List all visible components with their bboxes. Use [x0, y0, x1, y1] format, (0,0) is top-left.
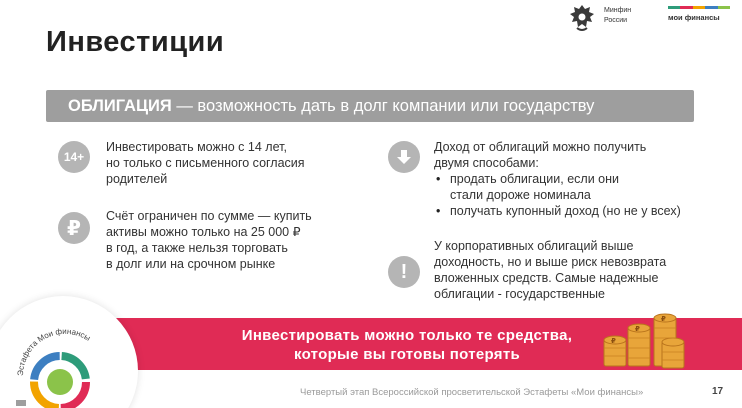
definition-banner: [46, 90, 694, 122]
page-number: 17: [712, 386, 724, 397]
arrow-down-glyph: [396, 149, 412, 165]
bullet-1-line-1: продать облигации, если они: [450, 172, 620, 186]
income-item: [388, 141, 681, 219]
banner-term: ОБЛИГАЦИЯ: [68, 96, 172, 115]
moi-finansy-logo: [668, 6, 730, 26]
age-badge-text: 14+: [63, 150, 85, 164]
coin-stack-icon: [598, 298, 690, 372]
minfin-line2: России: [604, 17, 628, 24]
limit-line-3: в год, а также нельзя торговать: [106, 241, 288, 255]
age-line-3: родителей: [106, 172, 168, 186]
warning-bar-text: [192, 326, 622, 364]
income-line-1: Доход от облигаций можно получить: [434, 140, 647, 154]
risk-text: [434, 238, 666, 302]
coin-symbol-3: ₽: [661, 315, 666, 323]
risk-item: [388, 239, 667, 302]
stripe-2: [680, 6, 692, 9]
income-line-2: двумя способами:: [434, 156, 539, 170]
footer-text: Четвертый этап Всероссийской просветительской Эстафеты «Мои финансы»: [300, 387, 644, 398]
limit-text: [106, 208, 312, 272]
minfin-line1: Минфин: [604, 7, 632, 14]
age-line-2: но только с письменного согласия: [106, 156, 305, 170]
ruble-glyph: ₽: [67, 217, 81, 240]
bullet-2-line-1: получать купонный доход (но не у всех): [450, 204, 681, 218]
stripe-4: [705, 6, 717, 9]
stripe-3: [693, 6, 705, 9]
age-item: [58, 141, 305, 187]
risk-line-2: доходность, но и выше риск невозврата: [434, 255, 667, 269]
exclamation-glyph: !: [400, 260, 408, 283]
bullet-1-line-2: стали дороже номинала: [450, 188, 591, 202]
page-title: Инвестиции: [46, 26, 225, 58]
coin-symbol-2: ₽: [635, 325, 640, 333]
list-item: [434, 171, 681, 203]
relay-logo: [0, 296, 138, 408]
relay-caption: Эстафета Мои финансы: [15, 326, 93, 377]
stripe-5: [718, 6, 730, 9]
moi-finansy-text: мои финансы: [668, 13, 720, 22]
moi-stripes: [668, 6, 730, 9]
age-text: [106, 139, 305, 187]
arrow-down-icon: [388, 141, 420, 173]
ruble-icon: [58, 212, 90, 244]
exclamation-icon: [388, 256, 420, 288]
banner-definition: — возможность дать в долг компании или государству: [171, 96, 595, 115]
list-item: [434, 203, 681, 219]
limit-line-4: в долг или на срочном рынке: [106, 257, 276, 271]
stripe-1: [668, 6, 680, 9]
warning-line-1: Инвестировать можно только те средства,: [241, 327, 573, 344]
limit-line-1: Счёт ограничен по сумме — купить: [106, 209, 312, 223]
income-text: [434, 139, 681, 219]
risk-line-4: облигации - государственные: [434, 287, 605, 301]
eagle-emblem-icon: [566, 2, 598, 34]
limit-line-2: активы можно только на 25 000 ₽: [106, 225, 301, 239]
age-14-plus-icon: [58, 141, 90, 173]
income-methods-list: [434, 171, 681, 219]
risk-line-1: У корпоративных облигаций выше: [434, 239, 634, 253]
limit-item: [58, 209, 312, 272]
minfin-text: [604, 6, 631, 26]
minfin-logo: [566, 2, 646, 32]
coin-symbol-1: ₽: [611, 337, 616, 345]
age-line-1: Инвестировать можно с 14 лет,: [106, 140, 287, 154]
relay-ring-icon: [0, 296, 138, 408]
risk-line-3: вложенных средств. Самые надежные: [434, 271, 659, 285]
warning-line-2: которые вы готовы потерять: [293, 346, 521, 363]
